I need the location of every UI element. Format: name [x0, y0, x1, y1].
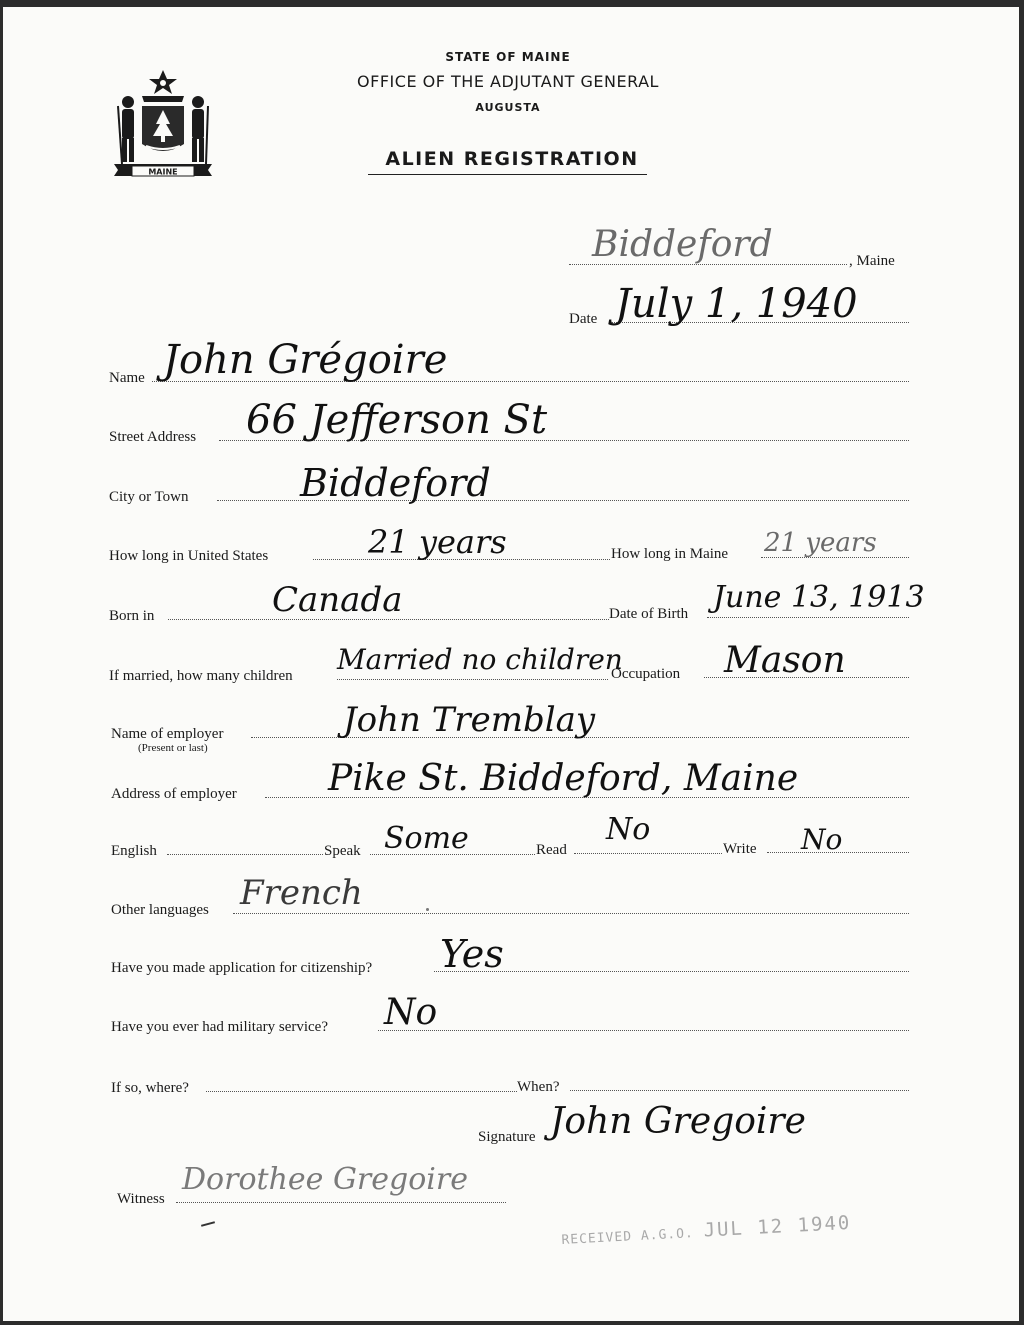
when-label: When? — [517, 1079, 560, 1095]
citizenship-value: Yes — [440, 932, 504, 976]
when-line — [570, 1090, 909, 1091]
how-long-us-value: 21 years — [368, 523, 507, 561]
maine-label: , Maine — [849, 253, 895, 269]
seal-text: MAINE — [148, 167, 178, 177]
occupation-value: Mason — [724, 640, 846, 681]
scan-border-bottom — [0, 1321, 1024, 1325]
if-so-where-label: If so, where? — [111, 1080, 189, 1096]
if-so-where-line — [206, 1091, 517, 1092]
date-of-birth-value: June 13, 1913 — [713, 580, 925, 615]
married-children-value: Married no children — [337, 643, 623, 676]
witness-value: Dorothee Gregoire — [182, 1162, 468, 1197]
city-or-town-label: City or Town — [109, 489, 189, 505]
signature-value: John Gregoire — [550, 1101, 806, 1142]
write-value: No — [801, 823, 843, 856]
received-stamp — [561, 1212, 852, 1249]
military-line — [378, 1030, 909, 1031]
witness-line — [176, 1202, 506, 1203]
ink-mark — [201, 1221, 215, 1227]
how-long-us-label: How long in United States — [109, 548, 269, 564]
military-value: No — [384, 992, 438, 1033]
witness-label: Witness — [117, 1191, 165, 1207]
speak-value: Some — [384, 821, 469, 856]
read-line — [574, 853, 722, 854]
date-of-birth-label: Date of Birth — [609, 606, 689, 622]
occupation-label: Occupation — [611, 666, 681, 682]
english-label: English — [111, 843, 157, 859]
header-state: STATE OF MAINE — [445, 50, 571, 64]
citizenship-label: Have you made application for citizenship? — [111, 960, 373, 976]
street-address-value: 66 Jefferson St — [246, 397, 548, 443]
name-label: Name — [109, 370, 145, 386]
signature-label: Signature — [478, 1129, 536, 1145]
scan-border-left — [0, 0, 3, 1325]
other-languages-label: Other languages — [111, 902, 209, 918]
header-city: AUGUSTA — [475, 101, 541, 114]
english-line — [167, 854, 323, 855]
title-underline — [368, 174, 647, 175]
header-office: OFFICE OF THE ADJUTANT GENERAL — [357, 72, 659, 91]
name-value: John Grégoire — [163, 337, 448, 383]
received-stamp-date: JUL 12 1940 — [703, 1211, 852, 1242]
employer-address-label: Address of employer — [111, 786, 237, 802]
born-in-label: Born in — [109, 608, 155, 624]
born-in-value: Canada — [272, 580, 403, 620]
employer-name-note: (Present or last) — [138, 742, 208, 754]
citizenship-line — [434, 971, 909, 972]
street-address-label: Street Address — [109, 429, 197, 445]
date-of-birth-line — [707, 617, 909, 618]
received-stamp-label: RECEIVED A.G.O. — [561, 1226, 695, 1249]
speak-label: Speak — [324, 843, 361, 859]
employer-name-value: John Tremblay — [343, 700, 596, 740]
military-label: Have you ever had military service? — [111, 1019, 328, 1035]
city-maine-value: Biddeford — [592, 224, 773, 265]
other-languages-line — [233, 913, 909, 914]
form-title: ALIEN REGISTRATION — [385, 148, 639, 170]
scan-border-top — [0, 0, 1024, 7]
married-children-label: If married, how many children — [109, 668, 293, 684]
ink-speck — [426, 908, 429, 911]
scan-border-right — [1019, 0, 1024, 1325]
city-or-town-value: Biddeford — [300, 461, 491, 505]
employer-address-value: Pike St. Biddeford, Maine — [328, 758, 799, 799]
date-label: Date — [569, 311, 598, 327]
how-long-maine-label: How long in Maine — [611, 546, 729, 562]
read-label: Read — [536, 842, 567, 858]
write-label: Write — [723, 841, 757, 857]
employer-name-label: Name of employer — [111, 726, 224, 742]
read-value: No — [606, 812, 651, 847]
date-value: July 1, 1940 — [615, 281, 858, 327]
married-children-line — [337, 679, 608, 680]
other-languages-value: French — [240, 873, 363, 913]
how-long-maine-value: 21 years — [764, 528, 877, 558]
